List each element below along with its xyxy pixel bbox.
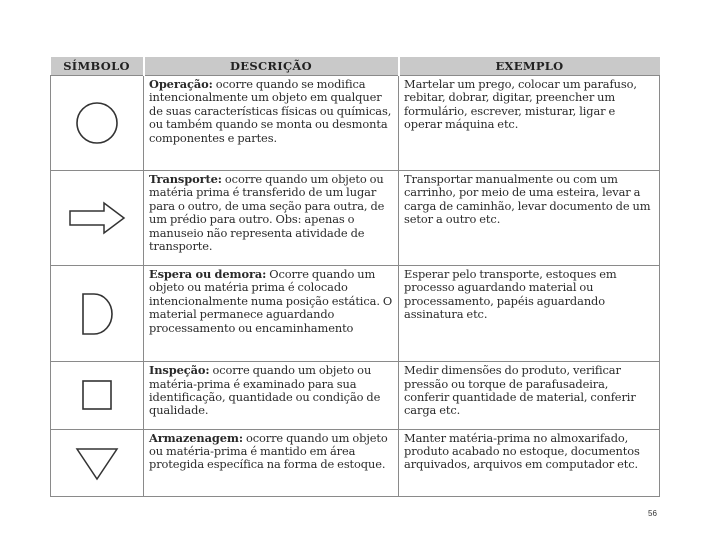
symbol-cell <box>51 266 144 362</box>
symbol-cell <box>51 362 144 429</box>
arrow-right-icon <box>67 201 127 235</box>
description-cell <box>144 171 399 266</box>
table-row <box>51 266 660 362</box>
term-label: Armazenagem: <box>149 430 243 445</box>
description-cell <box>144 362 399 429</box>
table-row <box>51 171 660 266</box>
term-label: Espera ou demora: <box>149 267 267 282</box>
description-text: ocorre quando se modifica intencionalmente um objeto em qualquer de suas características físicas ou químicas, ou também quando se monta ou desmonta componentes e partes. <box>149 77 392 145</box>
example-cell: Manter matéria-prima no almoxarifado, produto acabado no estoque, documentos arquivados, arquivos em computador etc. <box>399 429 660 496</box>
table-row <box>51 429 660 496</box>
d-shape-icon <box>77 290 117 338</box>
description-text: ocorre quando um objeto ou matéria-prima é examinado para sua identificação, quantidade ou condição de qualidade. <box>149 363 381 418</box>
triangle-down-icon <box>72 443 122 483</box>
description-text: Ocorre quando um objeto ou matéria prima é colocado intencionalmente numa posição estática. O material permanece aguardando processamento ou encaminhamento <box>149 267 393 335</box>
table-header-row <box>51 57 660 76</box>
symbol-cell <box>51 171 144 266</box>
term-label: Inspeção: <box>149 363 210 378</box>
description-text: ocorre quando um objeto ou matéria-prima é mantido em área protegida específica na forma de estoque. <box>149 430 388 472</box>
process-symbols-table <box>50 57 660 497</box>
description-cell <box>144 429 399 496</box>
table-row <box>51 76 660 171</box>
description-text: ocorre quando um objeto ou matéria prima é transferido de um lugar para o outro, de uma seção para outra, de um prédio para outro. Obs: apenas o manuseio não representa atividade de transporte. <box>149 172 385 254</box>
page-number: 56 <box>648 509 657 518</box>
header-symbol: SÍMBOLO <box>51 57 144 76</box>
symbol-cell <box>51 429 144 496</box>
example-cell: Transportar manualmente ou com um carrinho, por meio de uma esteira, levar a carga de caminhão, levar documento de um setor a outro etc. <box>399 171 660 266</box>
square-icon <box>79 377 115 413</box>
header-description: DESCRIÇÃO <box>144 57 399 76</box>
circle-icon <box>72 98 122 148</box>
process-symbols-table-frame <box>50 57 659 497</box>
term-label: Operação: <box>149 77 213 91</box>
description-cell <box>144 76 399 171</box>
table-row <box>51 362 660 429</box>
header-example: EXEMPLO <box>399 57 660 76</box>
example-cell: Medir dimensões do produto, verificar pressão ou torque de parafusadeira, conferir quantidade de material, conferir carga etc. <box>399 362 660 429</box>
example-cell: Esperar pelo transporte, estoques em processo aguardando material ou processamento, papéis aguardando assinatura etc. <box>399 266 660 362</box>
description-cell <box>144 266 399 362</box>
symbol-cell <box>51 76 144 171</box>
term-label: Transporte: <box>149 172 222 187</box>
example-cell: Martelar um prego, colocar um parafuso, rebitar, dobrar, digitar, preencher um formulário, escrever, misturar, ligar e operar máquina etc. <box>399 76 660 171</box>
